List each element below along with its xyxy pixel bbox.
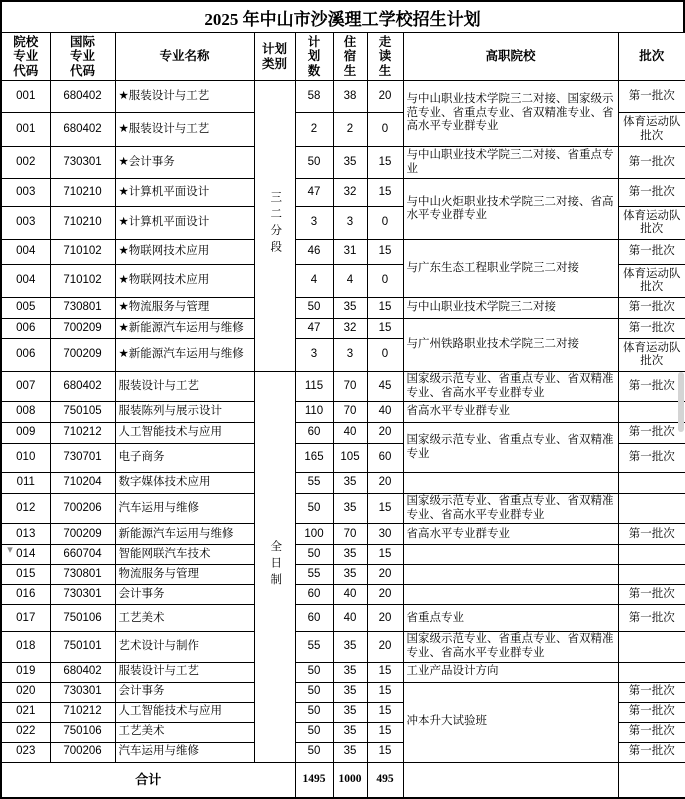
cell-batch: 第一批次: [618, 319, 685, 339]
cell-plan: 55: [295, 565, 333, 585]
header-school-major-code: 院校 专业 代码: [1, 33, 50, 81]
cell-intl-code: 710212: [50, 423, 115, 444]
cell-college: 与中山职业技术学院三二对接、国家级示范专业、省重点专业、省双精准专业、省高水平专业群专业: [403, 81, 618, 147]
cell-day: 15: [367, 319, 403, 339]
cell-day: 40: [367, 402, 403, 423]
cell-college: 与中山火炬职业技术学院三二对接、省高水平专业群专业: [403, 179, 618, 240]
cell-intl-code: 680402: [50, 81, 115, 113]
cell-intl-code: 700206: [50, 494, 115, 524]
cell-major: ★计算机平面设计: [115, 207, 254, 240]
cell-batch: [618, 494, 685, 524]
cell-batch: [618, 632, 685, 662]
cell-plan-type-full-time: 全日制: [254, 372, 295, 762]
cell-major: ★物流服务与管理: [115, 298, 254, 319]
cell-plan: 46: [295, 240, 333, 265]
header-major-name: 专业名称: [115, 33, 254, 81]
cell-intl-code: 660704: [50, 545, 115, 565]
chevron-down-icon[interactable]: ▾: [7, 544, 13, 556]
cell-major: ★物联网技术应用: [115, 265, 254, 298]
cell-plan: 47: [295, 179, 333, 207]
cell-school-code: 005: [1, 298, 50, 319]
cell-major: ★物联网技术应用: [115, 240, 254, 265]
cell-batch: 体育运动队批次: [618, 265, 685, 298]
cell-boarding: 35: [333, 722, 367, 742]
cell-batch: 第一批次: [618, 702, 685, 722]
cell-day: 15: [367, 240, 403, 265]
cell-batch: 体育运动队批次: [618, 113, 685, 147]
cell-major: 艺术设计与制作: [115, 632, 254, 662]
cell-major: 人工智能技术与应用: [115, 702, 254, 722]
table-row: [1, 585, 685, 605]
cell-major: 服装设计与工艺: [115, 662, 254, 682]
cell-college: 国家级示范专业、省重点专业、省双精准专业、省高水平专业群专业: [403, 372, 618, 402]
cell-school-code: 020: [1, 682, 50, 702]
cell-day: 20: [367, 632, 403, 662]
header-plan-count: 计 划 数: [295, 33, 333, 81]
cell-major: ★新能源汽车运用与维修: [115, 339, 254, 372]
cell-day: 15: [367, 682, 403, 702]
cell-boarding: 35: [333, 702, 367, 722]
cell-school-code: 001: [1, 81, 50, 113]
cell-school-code: 016: [1, 585, 50, 605]
cell-batch: 第一批次: [618, 81, 685, 113]
cell-boarding: 35: [333, 565, 367, 585]
cell-school-code: 006: [1, 319, 50, 339]
cell-intl-code: 710212: [50, 702, 115, 722]
cell-school-code: 018: [1, 632, 50, 662]
cell-college: 省高水平专业群专业: [403, 524, 618, 545]
cell-school-code: 022: [1, 722, 50, 742]
cell-school-code: 004: [1, 265, 50, 298]
cell-school-code: 001: [1, 113, 50, 147]
cell-day: 20: [367, 423, 403, 444]
cell-batch: 体育运动队批次: [618, 339, 685, 372]
cell-intl-code: 700209: [50, 524, 115, 545]
cell-batch: 体育运动队批次: [618, 207, 685, 240]
cell-major: 服装陈列与展示设计: [115, 402, 254, 423]
cell-plan: 3: [295, 207, 333, 240]
cell-batch: 第一批次: [618, 722, 685, 742]
cell-plan: 2: [295, 113, 333, 147]
total-college: [403, 762, 618, 798]
cell-college: [403, 545, 618, 565]
cell-plan: 50: [295, 702, 333, 722]
cell-intl-code: 710204: [50, 473, 115, 494]
cell-boarding: 70: [333, 372, 367, 402]
cell-major: ★计算机平面设计: [115, 179, 254, 207]
table-row: [1, 632, 685, 662]
cell-plan: 60: [295, 585, 333, 605]
page-title: 2025 年中山市沙溪理工学校招生计划: [204, 9, 481, 29]
cell-school-code: 014: [1, 545, 50, 565]
cell-intl-code: 710102: [50, 240, 115, 265]
cell-school-code: 012: [1, 494, 50, 524]
table-row: [1, 402, 685, 423]
table-header-row: [1, 33, 685, 81]
cell-intl-code: 750106: [50, 722, 115, 742]
cell-boarding: 3: [333, 339, 367, 372]
cell-boarding: 35: [333, 147, 367, 179]
cell-boarding: 35: [333, 742, 367, 762]
cell-college: 国家级示范专业、省重点专业、省双精准专业、省高水平专业群专业: [403, 494, 618, 524]
cell-college: [403, 585, 618, 605]
cell-day: 0: [367, 339, 403, 372]
table-row: [1, 423, 685, 444]
cell-boarding: 32: [333, 319, 367, 339]
cell-school-code: 011: [1, 473, 50, 494]
enrollment-plan-table: [0, 32, 685, 799]
cell-major: 物流服务与管理: [115, 565, 254, 585]
cell-plan: 50: [295, 682, 333, 702]
header-day-student: 走 读 生: [367, 33, 403, 81]
table-row: [1, 662, 685, 682]
table-row: [1, 494, 685, 524]
cell-plan: 115: [295, 372, 333, 402]
cell-boarding: 35: [333, 545, 367, 565]
cell-intl-code: 730801: [50, 565, 115, 585]
cell-plan-type-three-two: 三二分段: [254, 81, 295, 372]
cell-boarding: 35: [333, 662, 367, 682]
cell-day: 15: [367, 179, 403, 207]
cell-day: 15: [367, 494, 403, 524]
cell-plan: 4: [295, 265, 333, 298]
cell-college: 冲本升大试验班: [403, 682, 618, 762]
table-row: [1, 372, 685, 402]
cell-intl-code: 730701: [50, 444, 115, 473]
cell-major: 新能源汽车运用与维修: [115, 524, 254, 545]
cell-major: ★新能源汽车运用与维修: [115, 319, 254, 339]
cell-major: 数字媒体技术应用: [115, 473, 254, 494]
cell-plan: 50: [295, 722, 333, 742]
cell-plan: 50: [295, 298, 333, 319]
cell-batch: 第一批次: [618, 423, 685, 444]
cell-batch: 第一批次: [618, 605, 685, 632]
cell-day: 20: [367, 473, 403, 494]
cell-college: 与中山职业技术学院三二对接: [403, 298, 618, 319]
cell-boarding: 38: [333, 81, 367, 113]
cell-major: ★服装设计与工艺: [115, 113, 254, 147]
table-row: [1, 682, 685, 702]
cell-college: 工业产品设计方向: [403, 662, 618, 682]
header-vocational-college: 高职院校: [403, 33, 618, 81]
cell-major: 人工智能技术与应用: [115, 423, 254, 444]
cell-boarding: 35: [333, 632, 367, 662]
cell-boarding: 2: [333, 113, 367, 147]
table-row: [1, 81, 685, 113]
cell-plan: 50: [295, 147, 333, 179]
cell-day: 0: [367, 113, 403, 147]
cell-intl-code: 730301: [50, 585, 115, 605]
cell-boarding: 35: [333, 682, 367, 702]
cell-boarding: 70: [333, 524, 367, 545]
cell-day: 45: [367, 372, 403, 402]
cell-day: 15: [367, 702, 403, 722]
cell-intl-code: 710210: [50, 207, 115, 240]
table-row: [1, 147, 685, 179]
cell-college: 省重点专业: [403, 605, 618, 632]
cell-school-code: 008: [1, 402, 50, 423]
table-row: [1, 179, 685, 207]
cell-day: 15: [367, 147, 403, 179]
cell-intl-code: 730301: [50, 682, 115, 702]
total-plan: 1495: [295, 762, 333, 798]
header-plan-type: 计划 类别: [254, 33, 295, 81]
cell-college: 与中山职业技术学院三二对接、省重点专业: [403, 147, 618, 179]
header-batch: 批次: [618, 33, 685, 81]
cell-intl-code: 700206: [50, 742, 115, 762]
cell-college: 国家级示范专业、省重点专业、省双精准专业: [403, 423, 618, 473]
cell-major: ★服装设计与工艺: [115, 81, 254, 113]
cell-school-code: 013: [1, 524, 50, 545]
cell-school-code: 007: [1, 372, 50, 402]
cell-intl-code: 710210: [50, 179, 115, 207]
cell-intl-code: 680402: [50, 372, 115, 402]
table-row: [1, 605, 685, 632]
cell-college: 国家级示范专业、省重点专业、省双精准专业、省高水平专业群专业: [403, 632, 618, 662]
header-intl-major-code: 国际 专业 代码: [50, 33, 115, 81]
cell-batch: [618, 662, 685, 682]
cell-college: [403, 473, 618, 494]
total-boarding: 1000: [333, 762, 367, 798]
cell-college: [403, 565, 618, 585]
cell-batch: 第一批次: [618, 444, 685, 473]
cell-school-code: 019: [1, 662, 50, 682]
cell-plan: 55: [295, 632, 333, 662]
cell-boarding: 3: [333, 207, 367, 240]
vertical-scrollbar[interactable]: [678, 372, 684, 432]
cell-plan: 58: [295, 81, 333, 113]
cell-day: 15: [367, 742, 403, 762]
cell-school-code: 023: [1, 742, 50, 762]
cell-day: 15: [367, 545, 403, 565]
cell-day: 15: [367, 722, 403, 742]
cell-boarding: 105: [333, 444, 367, 473]
cell-day: 60: [367, 444, 403, 473]
table-row: [1, 240, 685, 265]
cell-day: 20: [367, 565, 403, 585]
cell-batch: 第一批次: [618, 372, 685, 402]
cell-school-code: 015: [1, 565, 50, 585]
cell-day: 0: [367, 265, 403, 298]
table-body: [1, 81, 685, 798]
table-row: [1, 298, 685, 319]
cell-major: 工艺美术: [115, 605, 254, 632]
cell-batch: 第一批次: [618, 179, 685, 207]
cell-batch: 第一批次: [618, 240, 685, 265]
cell-major: 电子商务: [115, 444, 254, 473]
cell-school-code: 017: [1, 605, 50, 632]
cell-plan: 50: [295, 742, 333, 762]
total-label: 合计: [1, 762, 295, 798]
cell-boarding: 40: [333, 423, 367, 444]
cell-plan: 100: [295, 524, 333, 545]
page-title-bar: [0, 0, 685, 32]
cell-plan: 3: [295, 339, 333, 372]
table-row: [1, 473, 685, 494]
cell-school-code: 003: [1, 179, 50, 207]
total-day: 495: [367, 762, 403, 798]
cell-intl-code: 680402: [50, 662, 115, 682]
cell-day: 20: [367, 81, 403, 113]
cell-plan: 60: [295, 423, 333, 444]
cell-school-code: 009: [1, 423, 50, 444]
cell-major: 智能网联汽车技术: [115, 545, 254, 565]
cell-boarding: 4: [333, 265, 367, 298]
cell-intl-code: 750106: [50, 605, 115, 632]
table-row: [1, 545, 685, 565]
cell-boarding: 35: [333, 473, 367, 494]
cell-batch: [618, 402, 685, 423]
cell-school-code: 002: [1, 147, 50, 179]
cell-intl-code: 680402: [50, 113, 115, 147]
cell-batch: 第一批次: [618, 585, 685, 605]
cell-batch: [618, 545, 685, 565]
cell-plan: 60: [295, 605, 333, 632]
cell-intl-code: 700209: [50, 319, 115, 339]
cell-major: 汽车运用与维修: [115, 494, 254, 524]
cell-boarding: 31: [333, 240, 367, 265]
cell-intl-code: 710102: [50, 265, 115, 298]
cell-school-code: 003: [1, 207, 50, 240]
cell-college: 省高水平专业群专业: [403, 402, 618, 423]
cell-school-code: 004: [1, 240, 50, 265]
cell-boarding: 35: [333, 494, 367, 524]
header-boarding: 住 宿 生: [333, 33, 367, 81]
cell-boarding: 40: [333, 585, 367, 605]
cell-major: 汽车运用与维修: [115, 742, 254, 762]
cell-batch: 第一批次: [618, 298, 685, 319]
cell-boarding: 70: [333, 402, 367, 423]
table-row: [1, 524, 685, 545]
cell-plan: 50: [295, 662, 333, 682]
cell-major: 服装设计与工艺: [115, 372, 254, 402]
cell-plan: 110: [295, 402, 333, 423]
cell-day: 15: [367, 662, 403, 682]
cell-boarding: 32: [333, 179, 367, 207]
cell-boarding: 35: [333, 298, 367, 319]
cell-intl-code: 730801: [50, 298, 115, 319]
cell-day: 20: [367, 585, 403, 605]
cell-plan: 50: [295, 545, 333, 565]
cell-day: 0: [367, 207, 403, 240]
cell-school-code: 006: [1, 339, 50, 372]
cell-day: 30: [367, 524, 403, 545]
cell-major: 会计事务: [115, 682, 254, 702]
cell-major: 会计事务: [115, 585, 254, 605]
cell-intl-code: 700209: [50, 339, 115, 372]
table-total-row: [1, 762, 685, 798]
total-batch: [618, 762, 685, 798]
cell-intl-code: 750105: [50, 402, 115, 423]
table-row: [1, 565, 685, 585]
cell-major: ★会计事务: [115, 147, 254, 179]
table-row: [1, 319, 685, 339]
cell-plan: 50: [295, 494, 333, 524]
cell-intl-code: 730301: [50, 147, 115, 179]
cell-batch: [618, 565, 685, 585]
cell-college: 与广州铁路职业技术学院三二对接: [403, 319, 618, 372]
cell-school-code: 021: [1, 702, 50, 722]
cell-college: 与广东生态工程职业学院三二对接: [403, 240, 618, 298]
cell-batch: 第一批次: [618, 682, 685, 702]
cell-batch: 第一批次: [618, 524, 685, 545]
cell-batch: [618, 473, 685, 494]
cell-plan: 55: [295, 473, 333, 494]
cell-batch: 第一批次: [618, 742, 685, 762]
cell-school-code: 010: [1, 444, 50, 473]
cell-batch: 第一批次: [618, 147, 685, 179]
cell-major: 工艺美术: [115, 722, 254, 742]
cell-day: 20: [367, 605, 403, 632]
cell-plan: 47: [295, 319, 333, 339]
cell-intl-code: 750101: [50, 632, 115, 662]
cell-boarding: 40: [333, 605, 367, 632]
cell-day: 15: [367, 298, 403, 319]
cell-plan: 165: [295, 444, 333, 473]
